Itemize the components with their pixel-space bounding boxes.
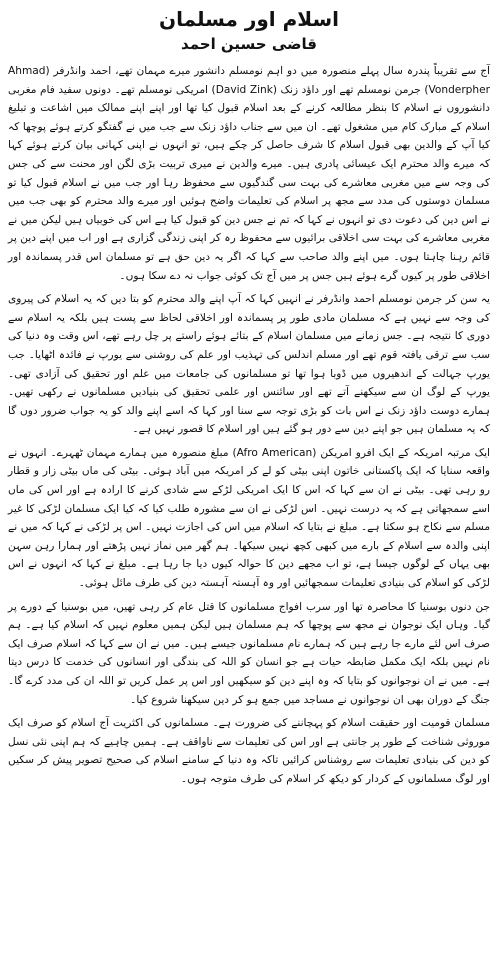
paragraph-1: آج سے تقریباً پندرہ سال پہلے منصورہ میں دو اہم نومسلم دانشور میرے مہمان تھے، احمد وانڈرفر (Ahmad Vonderpher) جرمن نومسلم تھے اور داؤد زنک (David Zink) امریکی نومسلم تھے۔ دونوں سفید فام مغربی دانشوروں نے اسلام کا بنظر مطالعہ کرنے کے بعد اسلام قبول کیا تھا اور اپنے اپنے ممالک میں اشاعت و تبلیغ اسلام کے مبارک کام میں مشغول تھے۔ ان میں سے جناب داؤد زنک سے جب میں نے گفتگو کرتے ہوئے پوچھا کہ کیا آپ کے والدین بھی قبول اسلام کا شرف حاصل کر چکے ہیں، تو انہوں نے اپنی کہانی بیان کرتے ہوئے کہا کہ میرے والد محترم ایک عیسائی پادری ہیں۔ میرے والدین نے میری تربیت بڑی لگن اور محنت سے کی جس کی وجہ سے میں مغربی معاشرے کی بہت سی گندگیوں سے محفوظ رہا اور جب میں نے اسلام قبول کیا تو مسلمان دوستوں کی مدد سے مجھ پر اسلام کی تعلیمات واضح ہوئیں اور میرے والد محترم کو بھی جب میں نے اس دین کی دعوت دی تو انہوں نے کہا کہ تم نے جس دین کو قبول کیا ہے اس کی خوبیاں ہیں لیکن میں نے مغربی معاشرے کی بہت سی اخلاقی برائیوں سے محفوظ رہ کر اپنی زندگی گزاری ہے اور اب میں اپنے دین پر قائم رہنا چاہتا ہوں۔ میں اپنے والد صاحب سے کہا کہ اگر یہ دین حق ہے تو مسلمان اس قدر پسماندہ اور اخلاقی طور پر کیوں گرے ہوئے ہیں جس پر میں آج تک کوئی جواب نہ دے سکا ہوں۔ — [8, 65, 490, 282]
article-title: اسلام اور مسلمان — [159, 7, 339, 31]
article-body — [8, 62, 490, 789]
paragraph-4: جن دنوں بوسنیا کا محاصرہ تھا اور سرب افواج مسلمانوں کا قتل عام کر رہی تھیں، میں بوسنیا کے دورے پر گیا۔ وہاں ایک نوجوان نے مجھ سے پوچھا کہ ہم مسلمان ہیں لیکن ہمیں معلوم نہیں کہ اسلام کیا ہے۔ ہم صرف اس لئے مارے جا رہے ہیں کہ ہمارے نام مسلمانوں جیسے ہیں۔ میں نے ان سے کہا کہ اسلام صرف ایک نام نہیں بلکہ ایک مکمل ضابطہ حیات ہے جو انسان کو اللہ کی بندگی اور انسانوں کی خدمت کا درس دیتا ہے۔ میں نے ان نوجوانوں کو بتایا کہ وہ اپنے دین کو سیکھیں اور اس پر عمل کریں تو اللہ ان کی مدد کرے گا۔ جنگ کے دوران بھی ان نوجوانوں نے مساجد میں جمع ہو کر دین سیکھنا شروع کیا۔ — [8, 600, 490, 706]
paragraph-3: ایک مرتبہ امریکہ کے ایک افرو امریکن (Afro American) مبلغ منصورہ میں ہمارے مہمان ٹھہرے۔ انہوں نے واقعہ سنایا کہ ایک پاکستانی خاتون اپنی بیٹی کو لے کر امریکہ میں آباد ہوئی۔ بیٹی کی ماں بیٹی زار و قطار رو رہی تھی۔ بیٹی نے ان سے کہا کہ اس کا ایک امریکی لڑکے سے شادی کرنے کا ارادہ ہے اور اس کی ماں اسے سمجھاتی ہے کہ یہ درست نہیں۔ اس لڑکی نے ان سے مشورہ طلب کیا کہ کیا ایک مسلمان لڑکی کا غیر مسلم سے نکاح ہو سکتا ہے۔ مبلغ نے بتایا کہ اسلام میں اس کی اجازت نہیں۔ اس پر لڑکی نے کہا کہ میں نے اپنی والدہ سے اسلام کے بارے میں کبھی کچھ نہیں سیکھا۔ ہم گھر میں نماز نہیں پڑھتے اور ہمارا رہن سہن بھی یہاں کے لوگوں جیسا ہے، تو اب مجھے دین کا حوالہ کیوں دیا جا رہا ہے۔ مبلغ نے کہا کہ انہوں نے اس لڑکی کو اسلام کی بنیادی تعلیمات سمجھائیں اور وہ آہستہ آہستہ دین کی طرف مائل ہوئی۔ — [8, 446, 490, 590]
paragraph-5: مسلمان قومیت اور حقیقت اسلام کو پہچاننے کی ضرورت ہے۔ مسلمانوں کی اکثریت آج اسلام کو صرف ایک موروثی شناخت کے طور پر جانتی ہے اور اس کی تعلیمات سے ناواقف ہے۔ ہمیں چاہیے کہ ہم اپنی نئی نسل کو دین کی بنیادی تعلیمات سے روشناس کرائیں تاکہ وہ دنیا کے سامنے اسلام کی صحیح تصویر پیش کر سکیں اور لوگ مسلمانوں کے کردار کو دیکھ کر اسلام کی طرف متوجہ ہوں۔ — [8, 717, 490, 785]
article-author: قاضی حسین احمد — [181, 35, 317, 53]
paragraph-2: یہ سن کر جرمن نومسلم احمد وانڈرفر نے انہیں کہا کہ آپ اپنے والد محترم کو بتا دیں کہ یہ اسلام کی پیروی کی وجہ سے نہیں ہے کہ مسلمان مادی طور پر پسماندہ اور اخلاقی لحاظ سے پست ہیں بلکہ یہ اسلام سے دوری کا نتیجہ ہے۔ جس زمانے میں مسلمان اسلام کے بتائے ہوئے راستے پر چل رہے تھے، اس وقت وہ دنیا کی سب سے ترقی یافتہ قوم تھے اور مسلم اندلس کی تہذیب اور علم کی روشنی سے یورپ نے فائدہ اٹھایا۔ جب یورپ جہالت کے اندھیروں میں ڈوبا ہوا تھا تو مسلمانوں کی جامعات میں علم اور تحقیق کی آزادی تھی۔ یورپ کے لوگ ان سے سیکھنے آتے تھے اور سائنس اور علمی تحقیق کی بنیادیں مسلمانوں نے رکھی تھیں۔ ہمارے دوست داؤد زنک نے اس بات کو بڑی توجہ سے سنا اور کہا کہ اسے اپنے والد کو یہ جواب ضرور دوں گا کہ یہ مسلمان ہیں جو اپنے دین سے دور ہو گئے ہیں اور اسلام کا قصور نہیں ہے۔ — [8, 293, 490, 436]
